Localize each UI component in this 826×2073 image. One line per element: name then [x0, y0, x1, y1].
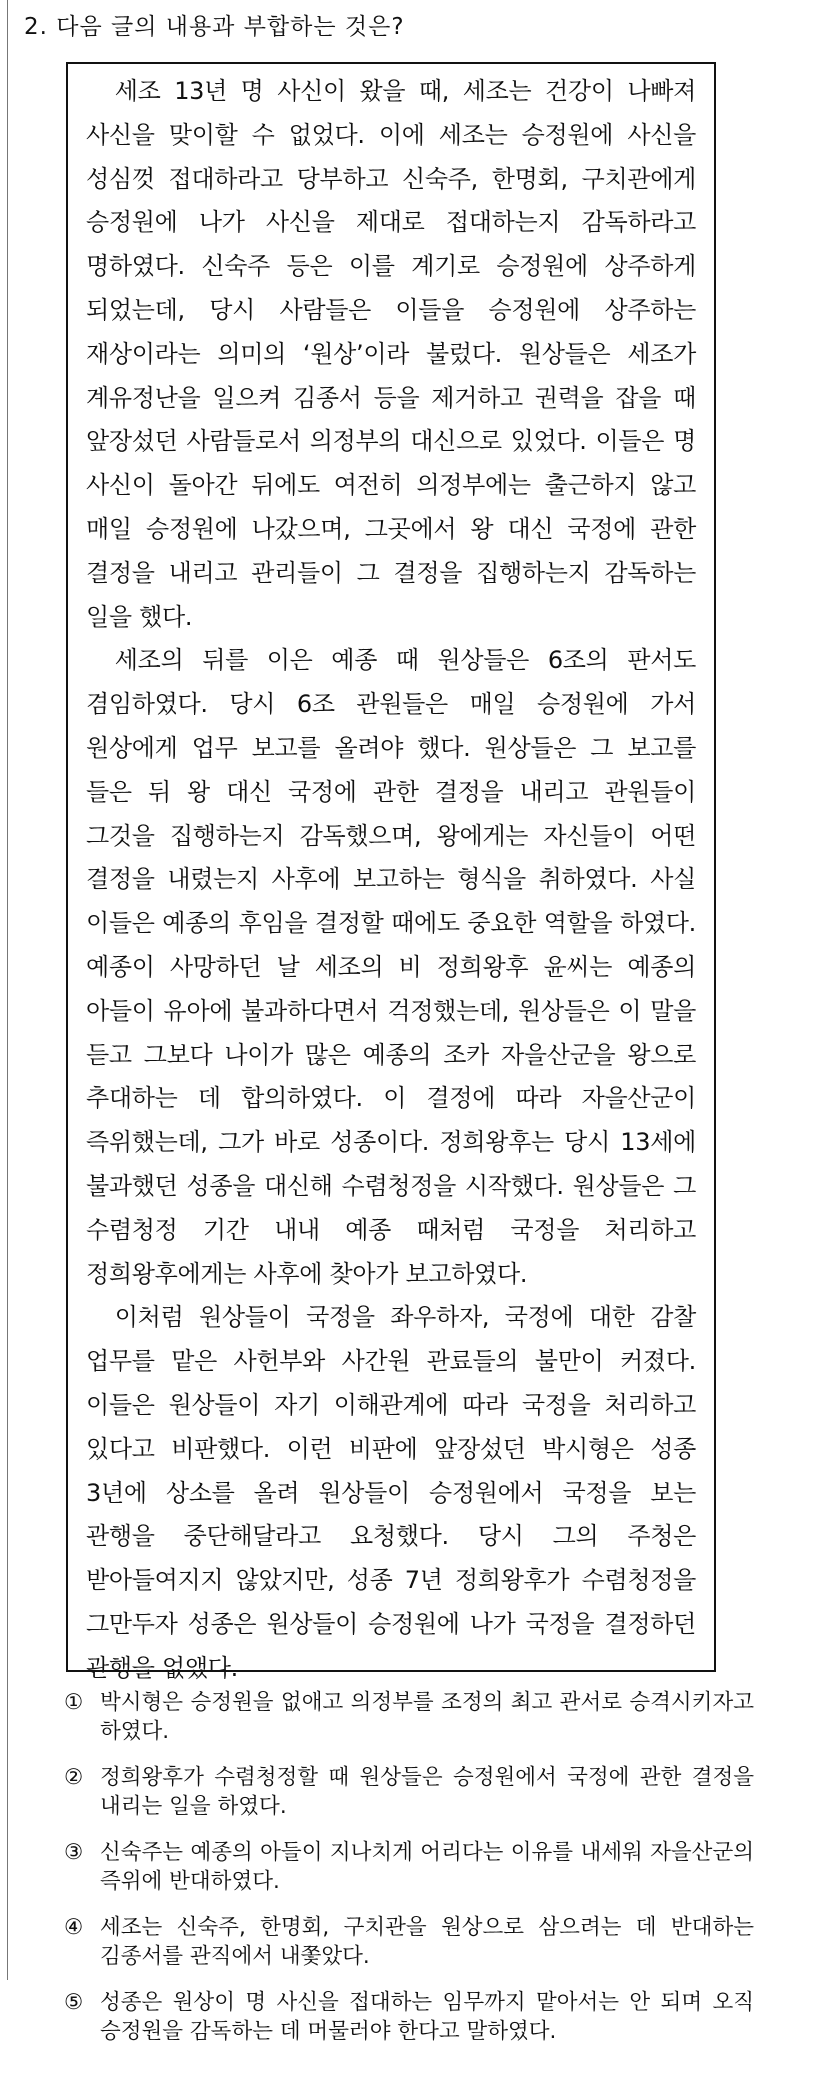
choice-text: 성종은 원상이 명 사신을 접대하는 임무까지 맡아서는 안 되며 오직 승정원을 감독하는 데 머물러야 한다고 말하였다.: [100, 1990, 754, 2044]
passage-paragraph-1: 세조 13년 명 사신이 왔을 때, 세조는 건강이 나빠져 사신을 맞이할 수 없었다. 이에 세조는 승정원에 사신을 성심껏 접대하라고 당부하고 신숙주, 한명회, 구치관에게 승정원에 나가 사신을 제대로 접대하는지 감독하라고 명하였다. 신숙주 등은 이를 계기로 승정원에 상주하게 되었는데, 당시 사람들은 이들을 승정원에 상주하는 재상이라는 의미의 ‘원상’이라 불렀다. 원상들은 세조가 계유정난을 일으켜 김종서 등을 제거하고 권력을 잡을 때 앞장섰던 사람들로서 의정부의 대신으로 있었다. 이들은 명 사신이 돌아간 뒤에도 여전히 의정부에는 출근하지 않고 매일 승정원에 나갔으며, 그곳에서 왕 대신 국정에 관한 결정을 내리고 관리들이 그 결정을 집행하는지 감독하는 일을 했다.: [86, 77, 696, 631]
choice-text: 박시형은 승정원을 없애고 의정부를 조정의 최고 관서로 승격시키자고 하였다.: [100, 1690, 754, 1744]
choice-5[interactable]: [64, 1988, 754, 2046]
question-title: 2. 다음 글의 내용과 부합하는 것은?: [24, 14, 405, 40]
choice-text: 정희왕후가 수렴청정할 때 원상들은 승정원에서 국정에 관한 결정을 내리는 일을 하였다.: [100, 1765, 754, 1819]
choice-1[interactable]: [64, 1688, 754, 1746]
choice-number: ③: [64, 1840, 84, 1865]
passage-paragraph-3: 이처럼 원상들이 국정을 좌우하자, 국정에 대한 감찰 업무를 맡은 사헌부와 사간원 관료들의 불만이 커졌다. 이들은 원상들이 자기 이해관계에 따라 국정을 처리하고 있다고 비판했다. 이런 비판에 앞장섰던 박시형은 성종 3년에 상소를 올려 원상들이 승정원에서 국정을 보는 관행을 중단해달라고 요청했다. 당시 그의 주청은 받아들여지지 않았지만, 성종 7년 정희왕후가 수렴청정을 그만두자 성종은 원상들이 승정원에 나가 국정을 결정하던 관행을 없앴다.: [86, 1303, 696, 1682]
choice-text: 신숙주는 예종의 아들이 지나치게 어리다는 이유를 내세워 자을산군의 즉위에 반대하였다.: [100, 1840, 754, 1894]
choice-number: ⑤: [64, 1990, 84, 2015]
choice-3[interactable]: [64, 1838, 754, 1896]
choice-number: ①: [64, 1690, 84, 1715]
choice-number: ④: [64, 1915, 84, 1940]
passage-box: [66, 62, 716, 1682]
choice-number: ②: [64, 1765, 84, 1790]
choice-4[interactable]: [64, 1913, 754, 1971]
left-margin-rule: [7, 0, 8, 1980]
choice-2[interactable]: [64, 1763, 754, 1821]
choice-text: 세조는 신숙주, 한명회, 구치관을 원상으로 삼으려는 데 반대하는 김종서를 관직에서 내쫓았다.: [100, 1915, 754, 1969]
passage-paragraph-2: 세조의 뒤를 이은 예종 때 원상들은 6조의 판서도 겸임하였다. 당시 6조 관원들은 매일 승정원에 가서 원상에게 업무 보고를 올려야 했다. 원상들은 그 보고를 들은 뒤 왕 대신 국정에 관한 결정을 내리고 관원들이 그것을 집행하는지 감독했으며, 왕에게는 자신들이 어떤 결정을 내렸는지 사후에 보고하는 형식을 취하였다. 사실 이들은 예종의 후임을 결정할 때에도 중요한 역할을 하였다. 예종이 사망하던 날 세조의 비 정희왕후 윤씨는 예종의 아들이 유아에 불과하다면서 걱정했는데, 원상들은 이 말을 듣고 그보다 나이가 많은 예종의 조카 자을산군을 왕으로 추대하는 데 합의하였다. 이 결정에 따라 자을산군이 즉위했는데, 그가 바로 성종이다. 정희왕후는 당시 13세에 불과했던 성종을 대신해 수렴청정을 시작했다. 원상들은 그 수렴청정 기간 내내 예종 때처럼 국정을 처리하고 정희왕후에게는 사후에 찾아가 보고하였다.: [86, 646, 696, 1288]
answer-choices: [64, 1688, 754, 2063]
